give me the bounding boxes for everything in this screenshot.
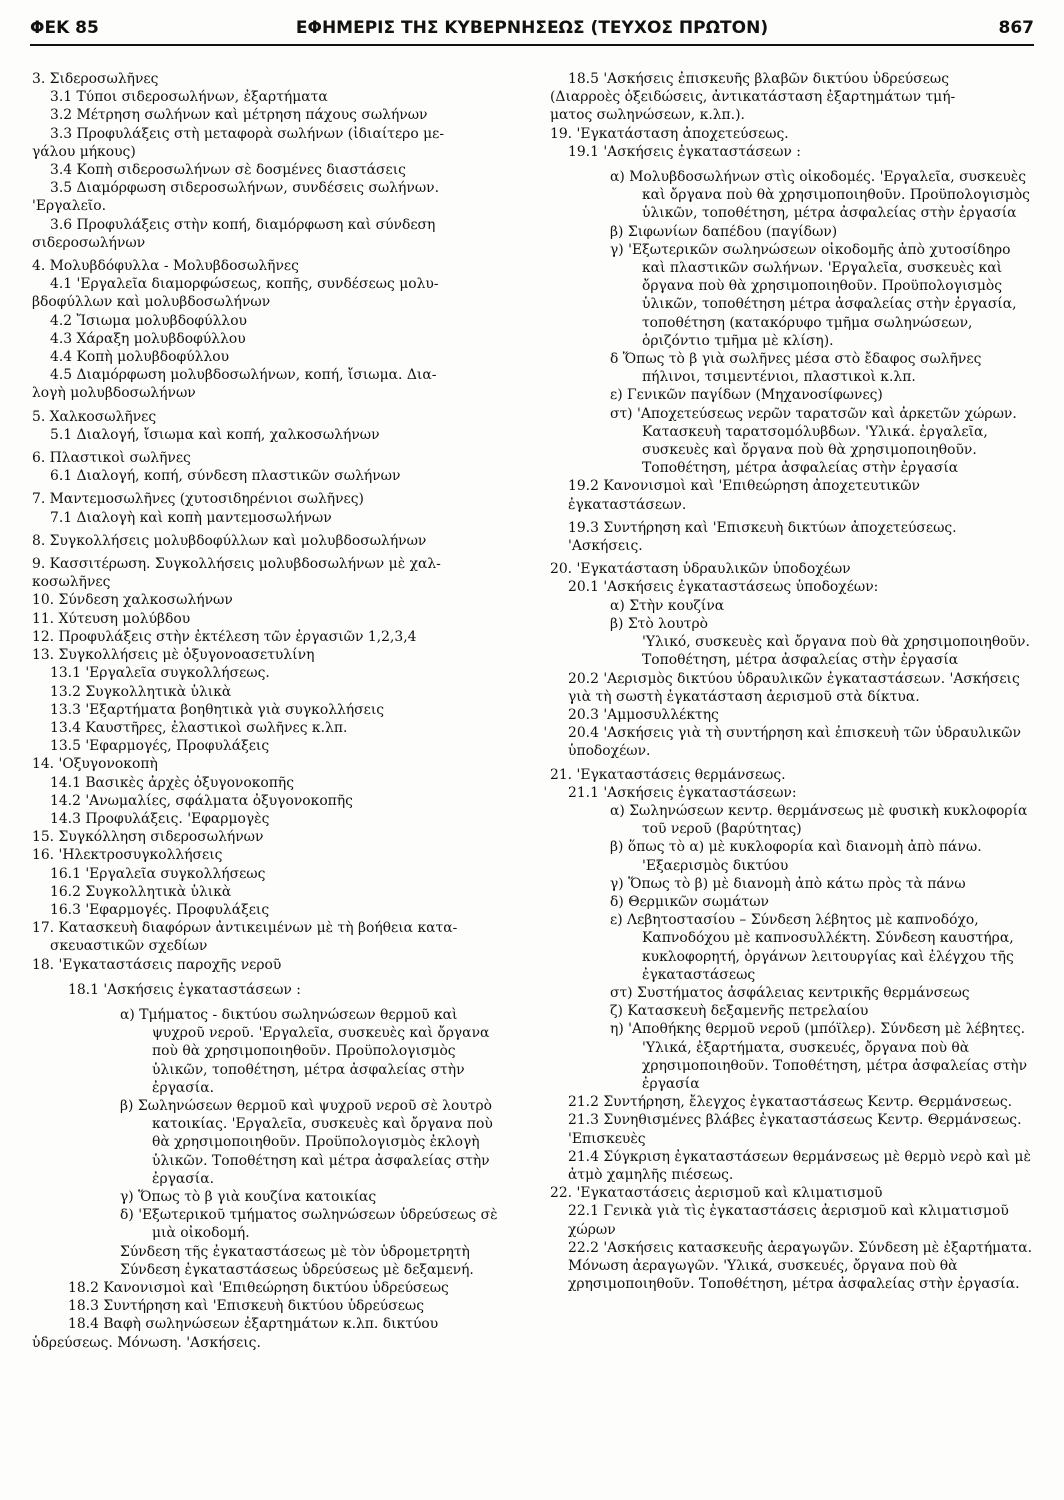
list-item: ματος σωληνώσεων, κ.λπ.). xyxy=(550,107,745,124)
list-item: 17. Κατασκευὴ διαφόρων ἀντικειμένων μὲ τὴ βοήθεια κατα- xyxy=(32,920,458,937)
item-text: Ὅπως τὸ β) μὲ διανομὴ ἀπὸ κάτω πρὸς τὰ πάνω xyxy=(628,875,966,892)
list-item: κοσωλῆνες xyxy=(32,574,111,591)
list-item: 22.2 'Ασκήσεις κατασκευῆς ἀεραγωγῶν. Σύνδεση μὲ ἐξαρτήματα. Μόνωση ἀεραγωγῶν. 'Υλικά, συσκευές, ὄργανα ποὺ θὰ χρησιμοποιηθοῦν. Τοποθέτηση, μέτρα ἀσφαλείας στὴν ἐργασία. xyxy=(568,1239,1033,1293)
list-item: 11. Χύτευση μολύβδου xyxy=(32,610,191,627)
list-item: 4.4 Κοπὴ μολυβδοφύλλου xyxy=(50,349,230,366)
item-text: ὅπως τὸ α) μὲ κυκλοφορία καὶ διανομὴ ἀπὸ πάνω. 'Εξαερισμὸς δικτύου xyxy=(627,839,982,874)
sub-item-c xyxy=(32,1188,510,1206)
list-item: 6. Πλαστικοὶ σωλῆνες xyxy=(32,450,191,467)
list-item: γάλου μήκους) xyxy=(32,143,136,160)
page-number: 867 xyxy=(998,18,1034,38)
list-item: β) Στὸ λουτρὸ xyxy=(610,615,708,632)
list-item: 19.1 'Ασκήσεις ἐγκαταστάσεων : xyxy=(568,143,801,160)
list-item: 13.4 Καυστῆρες, ἐλαστικοὶ σωλῆνες κ.λπ. xyxy=(50,719,348,736)
item-label: ζ) xyxy=(610,1003,623,1020)
list-item: 'Υλικό, συσκευὲς καὶ ὄργανα ποὺ θὰ χρησιμοποιηθοῦν. Τοποθέτηση, μέτρα ἀσφαλείας στὴν ἐργασία xyxy=(642,634,1030,669)
item-text: Τμήματος - δικτύου σωληνώσεων θερμοῦ καὶ ψυχροῦ νεροῦ. 'Εργαλεῖα, συσκευὲς καὶ ὄργανα ποὺ θὰ χρησιμοποιηθοῦν. Προϋπολογισμὸς ὑλικῶν, τοποθέτηση, μέτρα ἀσφαλείας στὴν ἐργασία. xyxy=(139,1006,490,1096)
sub-item-d-line: Σύνδεση ἐγκαταστάσεως ὑδρεύσεως μὲ δεξαμενή. xyxy=(120,1261,474,1278)
sub-item-a xyxy=(550,168,1034,223)
item-label: στ) xyxy=(610,405,633,422)
item-text: Σωληνώσεων θερμοῦ καὶ ψυχροῦ νεροῦ σὲ λουτρὸ κατοικίας. 'Εργαλεῖα, συσκευὲς καὶ ὄργανα ποὺ θὰ χρησιμοποιηθοῦν. Προϋπολογισμὸς ἐκλογὴ ὑλικῶν. Τοποθέτηση καὶ μέτρα ἀσφαλείας στὴν ἐργασία. xyxy=(137,1097,493,1187)
list-item: 20.2 'Αερισμὸς δικτύου ὑδραυλικῶν ἐγκαταστάσεων. 'Ασκήσεις γιὰ τὴ σωστὴ ἐγκατάσταση ἀερισμοῦ στὰ δίκτυα. xyxy=(568,670,1020,705)
sub-item-b xyxy=(550,223,1034,241)
list-item: 5.1 Διαλογή, ἴσιωμα καὶ κοπή, χαλκοσωλήνων xyxy=(50,426,380,443)
item-label: β) xyxy=(120,1097,134,1114)
item-text: 'Αποθήκης θερμοῦ νεροῦ (μπόϊλερ). Σύνδεση μὲ λέβητες. 'Υλικά, ἐξαρτήματα, συσκευές, ὄργανα ποὺ θὰ χρησιμοποιηθοῦν. Τοποθέτηση, μέτρα ἀσφαλείας στὴν ἐργασία xyxy=(628,1021,1028,1092)
list-item: 18.4 Βαφὴ σωληνώσεων ἐξαρτημάτων κ.λπ. δικτύου xyxy=(68,1316,439,1333)
list-item: 13.3 'Εξαρτήματα βοηθητικὰ γιὰ συγκολλήσεις xyxy=(50,701,385,718)
list-item: 16.1 'Εργαλεῖα συγκολλήσεως xyxy=(50,865,266,882)
item-label: α) xyxy=(610,802,625,819)
sub-item-st xyxy=(550,405,1034,478)
list-item: 22. 'Εγκαταστάσεις ἀερισμοῦ καὶ κλιματισμοῦ xyxy=(550,1185,883,1202)
list-item: 21. 'Εγκαταστάσεις θερμάνσεως. xyxy=(550,766,786,783)
gazette-title: ΕΦΗΜΕΡΙΣ ΤΗΣ ΚΥΒΕΡΝΗΣΕΩΣ (ΤΕΥΧΟΣ ΠΡΩΤΟΝ) xyxy=(295,18,769,38)
list-item: 18.2 Κανονισμοὶ καὶ 'Επιθεώρηση δικτύου ὑδρεύσεως xyxy=(68,1280,449,1296)
sub-item-a xyxy=(32,1006,510,1097)
item-label: γ) xyxy=(610,241,624,258)
list-item: 4.1 'Εργαλεῖα διαμορφώσεως, κοπῆς, συνδέσεως μολυ- xyxy=(50,276,439,293)
item-text: Σωληνώσεων κεντρ. θερμάνσεως μὲ φυσικὴ κυκλοφορία τοῦ νεροῦ (βαρύτητας) xyxy=(629,802,1028,838)
list-item: 18.3 Συντήρηση καὶ 'Επισκευὴ δικτύου ὑδρεύσεως xyxy=(68,1298,425,1315)
item-text: 'Εξωτερικῶν σωληνώσεων οἰκοδομῆς ἀπὸ χυτοσίδηρο καὶ πλαστικῶν σωλήνων. 'Εργαλεῖα, συσκευὲς καὶ ὄργανα ποὺ θὰ χρησιμοποιηθοῦν. Προϋπολογισμὸς ὑλικῶν, τοποθέτηση μέτρα ἀσφαλείας στὴν ἐργασία, τοποθέτηση (κατακόρυφο τμῆμα σωληνώσεων, ὁριζόντιο τμῆμα μὲ κλίση). xyxy=(628,241,1017,349)
gazette-issue: ΦΕΚ 85 xyxy=(30,18,99,38)
sub-item-d xyxy=(550,893,1034,911)
list-item: 15. Συγκόλληση σιδεροσωλήνων xyxy=(32,829,264,846)
item-label: στ) xyxy=(610,984,633,1001)
list-item: 14.3 Προφυλάξεις. 'Εφαρμογὲς xyxy=(50,810,270,827)
item-text: Θερμικῶν σωμάτων xyxy=(628,893,769,910)
list-item: 14.1 Βασικὲς ἀρχὲς ὀξυγονοκοπῆς xyxy=(50,774,295,791)
item-label: β) xyxy=(610,839,624,856)
sub-item-a xyxy=(550,802,1034,838)
item-label: δ) xyxy=(120,1207,134,1224)
list-item: 'Εργαλεῖο. xyxy=(32,198,107,215)
list-item: λογὴ μολυβδοσωλήνων xyxy=(32,385,196,402)
list-item: 6.1 Διαλογή, κοπή, σύνδεση πλαστικῶν σωλήνων xyxy=(50,468,401,485)
item-text: Μολυβδοσωλήνων στὶς οἰκοδομές. 'Εργαλεῖα, συσκευὲς καὶ ὄργανα ποὺ θὰ χρησιμοποιηθοῦν. Προϋπολογισμὸς ὑλικῶν, τοποθέτηση, μέτρα ἀσφαλείας στὴν ἐργασία xyxy=(629,169,1030,222)
item-text: Ὅπως τὸ β γιὰ κουζίνα κατοικίας xyxy=(138,1188,377,1205)
list-item: 14.2 'Ανωμαλίες, σφάλματα ὀξυγονοκοπῆς xyxy=(50,792,353,809)
item-label: β) xyxy=(610,223,624,240)
list-item: 4.5 Διαμόρφωση μολυβδοσωλήνων, κοπή, ἴσιωμα. Δια- xyxy=(50,367,437,384)
list-item: 19.2 Κανονισμοὶ καὶ 'Επιθεώρηση ἀποχετευτικῶν ἐγκαταστάσεων. xyxy=(568,478,920,513)
sub-item-c xyxy=(550,241,1034,350)
sub-item-b xyxy=(550,838,1034,874)
sub-item-h xyxy=(550,1020,1034,1093)
item-text: 'Εξωτερικοῦ τμήματος σωληνώσεων ὑδρεύσεως σὲ μιὰ οἰκοδομή. xyxy=(138,1207,498,1242)
list-item: 7.1 Διαλογὴ καὶ κοπὴ μαντεμοσωλήνων xyxy=(50,509,332,526)
item-text: Κατασκευὴ δεξαμενῆς πετρελαίου xyxy=(627,1003,869,1020)
item-label: δ xyxy=(610,351,619,368)
sub-item-d xyxy=(32,1206,510,1242)
item-label: γ) xyxy=(610,875,624,892)
list-item: 3.1 Τύποι σιδεροσωλήνων, ἐξαρτήματα xyxy=(50,89,328,106)
list-item: 19. 'Εγκατάσταση ἀποχετεύσεως. xyxy=(550,125,789,142)
list-item: 7. Μαντεμοσωλῆνες (χυτοσιδηρένιοι σωλῆνες) xyxy=(32,491,364,508)
item-label: ε) xyxy=(610,912,623,929)
list-item: 19.3 Συντήρηση καὶ 'Επισκευὴ δικτύων ἀποχετεύσεως. 'Ασκήσεις. xyxy=(568,519,957,555)
list-item: 18.5 'Ασκήσεις ἐπισκευῆς βλαβῶν δικτύου ὑδρεύσεως xyxy=(568,71,950,87)
list-item: 20.3 'Αμμοσυλλέκτης xyxy=(568,706,719,723)
list-item: 16.3 'Εφαρμογές. Προφυλάξεις xyxy=(50,901,270,918)
list-item: 3.5 Διαμόρφωση σιδεροσωλήνων, συνδέσεις σωλήνων. xyxy=(50,180,440,197)
list-item: 3.6 Προφυλάξεις στὴν κοπή, διαμόρφωση καὶ σύνδεση xyxy=(50,216,436,233)
item-text: Ὅπως τὸ β γιὰ σωλῆνες μέσα στὸ ἔδαφος σωλῆνες πήλινοι, τσιμεντένιοι, πλαστικοὶ κ.λπ. xyxy=(622,351,982,386)
list-item: 18. 'Εγκαταστάσεις παροχῆς νεροῦ xyxy=(32,956,282,973)
item-text: Συστήματος ἀσφάλειας κεντρικῆς θερμάνσεως xyxy=(637,984,970,1001)
list-item: ὑδρεύσεως. Μόνωση. 'Ασκήσεις. xyxy=(32,1334,261,1351)
list-item: 16.2 Συγκολλητικὰ ὑλικὰ xyxy=(50,883,232,900)
list-item: 4.3 Χάραξη μολυβδοφύλλου xyxy=(50,330,246,347)
list-item: 21.3 Συνηθισμένες βλάβες ἐγκαταστάσεως Κεντρ. Θερμάνσεως. 'Επισκευὲς xyxy=(568,1112,1022,1147)
list-item: 20. 'Εγκατάσταση ὑδραυλικῶν ὑποδοχέων xyxy=(550,561,851,578)
item-label: η) xyxy=(610,1021,624,1038)
list-item: 5. Χαλκοσωλῆνες xyxy=(32,408,157,425)
item-text: Λεβητοστασίου – Σύνδεση λέβητος μὲ καπνοδόχο, Καπνοδόχου μὲ καπνοσυλλέκτη. Σύνδεση καυστήρα, κυκλοφορητή, ὀργάνων λειτουργίας καὶ ἐλέγχου τῆς ἐγκαταστάσεως xyxy=(627,912,1014,983)
list-item: 13.1 'Εργαλεῖα συγκολλήσεως. xyxy=(50,665,270,682)
list-item: 13.5 'Εφαρμογές, Προφυλάξεις xyxy=(50,738,270,755)
sub-item-e xyxy=(550,911,1034,984)
sub-item-d-line: Σύνδεση τῆς ἐγκαταστάσεως μὲ τὸν ὑδρομετρητὴ xyxy=(120,1243,470,1260)
list-item: 3.3 Προφυλάξεις στὴ μεταφορὰ σωλήνων (ἰδιαίτερο με- xyxy=(50,125,445,142)
sub-item-z xyxy=(550,1002,1034,1020)
list-item: 10. Σύνδεση χαλκοσωλήνων xyxy=(32,592,233,609)
item-label: γ) xyxy=(120,1188,134,1205)
list-item: 22.1 Γενικὰ γιὰ τὶς ἐγκαταστάσεις ἀερισμοῦ καὶ κλιματισμοῦ χώρων xyxy=(568,1203,1009,1238)
list-item: 14. 'Οξυγονοκοπὴ xyxy=(32,756,158,773)
list-item: σιδεροσωλήνων xyxy=(32,234,146,251)
list-item: 3.2 Μέτρηση σωλήνων καὶ μέτρηση πάχους σωλήνων xyxy=(50,107,428,124)
sub-item-st xyxy=(550,984,1034,1002)
item-label: α) xyxy=(610,169,625,186)
list-item: 16. 'Ηλεκτροσυγκολλήσεις xyxy=(32,847,223,864)
item-text: 'Αποχετεύσεως νερῶν ταρατσῶν καὶ ἀρκετῶν χώρων. Κατασκευὴ ταρατσομόλυβδων. 'Υλικά. ἐργαλεῖα, συσκευὲς καὶ ὄργανα ποὺ θὰ χρησιμοποιηθοῦν. Τοποθέτηση, μέτρα ἀσφαλείας στὴν ἐργασία xyxy=(637,405,1017,477)
list-item: 13.2 Συγκολλητικὰ ὑλικὰ xyxy=(50,683,232,700)
list-item: α) Στὴν κουζίνα xyxy=(610,597,725,614)
left-column xyxy=(32,70,510,1352)
list-item: (Διαρροὲς ὀξειδώσεις, ἀντικατάσταση ἐξαρτημάτων τμή- xyxy=(550,89,956,106)
list-item: 21.1 'Ασκήσεις ἐγκαταστάσεων: xyxy=(568,784,797,801)
list-item: 20.1 'Ασκήσεις ἐγκαταστάσεως ὑποδοχέων: xyxy=(568,579,879,596)
list-item: 21.2 Συντήρηση, ἔλεγχος ἐγκαταστάσεως Κεντρ. Θερμάνσεως. xyxy=(568,1094,1013,1111)
list-item: 8. Συγκολλήσεις μολυβδοφύλλων καὶ μολυβδοσωλήνων xyxy=(32,532,427,549)
list-item: 21.4 Σύγκριση ἐγκαταστάσεων θερμάνσεως μὲ θερμὸ νερὸ καὶ μὲ ἀτμὸ χαμηλῆς πιέσεως. xyxy=(568,1148,1031,1183)
sub-item-e xyxy=(550,386,1034,404)
sub-item-d xyxy=(550,350,1034,386)
list-item: 3. Σιδεροσωλῆνες xyxy=(32,71,159,87)
list-item: 13. Συγκολλήσεις μὲ ὀξυγονοασετυλίνη xyxy=(32,647,315,664)
right-column xyxy=(550,70,1034,1293)
list-item: 12. Προφυλάξεις στὴν ἐκτέλεση τῶν ἐργασιῶν 1,2,3,4 xyxy=(32,628,417,645)
page-header xyxy=(30,14,1034,46)
sub-item-b xyxy=(32,1097,510,1188)
item-label: α) xyxy=(120,1006,135,1023)
item-label: ε) xyxy=(610,387,623,404)
list-item: 3.4 Κοπὴ σιδεροσωλήνων σὲ δοσμένες διαστάσεις xyxy=(50,162,406,179)
item-label: δ) xyxy=(610,893,624,910)
list-item: σκευαστικῶν σχεδίων xyxy=(50,938,208,955)
sub-item-c xyxy=(550,875,1034,893)
list-item: 4. Μολυβδόφυλλα - Μολυβδοσωλῆνες xyxy=(32,258,299,275)
list-item: 20.4 'Ασκήσεις γιὰ τὴ συντήρηση καὶ ἐπισκευὴ τῶν ὑδραυλικῶν ὑποδοχέων. xyxy=(568,725,1021,760)
item-text: Σιφωνίων δαπέδου (παγίδων) xyxy=(627,223,838,240)
list-item: 18.1 'Ασκήσεις ἐγκαταστάσεων : xyxy=(68,981,301,998)
item-text: Γενικῶν παγίδων (Μηχανοσίφωνες) xyxy=(627,387,883,404)
list-item: βδοφύλλων καὶ μολυβδοσωλήνων xyxy=(32,294,271,311)
list-item: 4.2 Ἴσιωμα μολυβδοφύλλου xyxy=(50,312,247,329)
list-item: 9. Κασσιτέρωση. Συγκολλήσεις μολυβδοσωλήνων μὲ χαλ- xyxy=(32,556,441,573)
